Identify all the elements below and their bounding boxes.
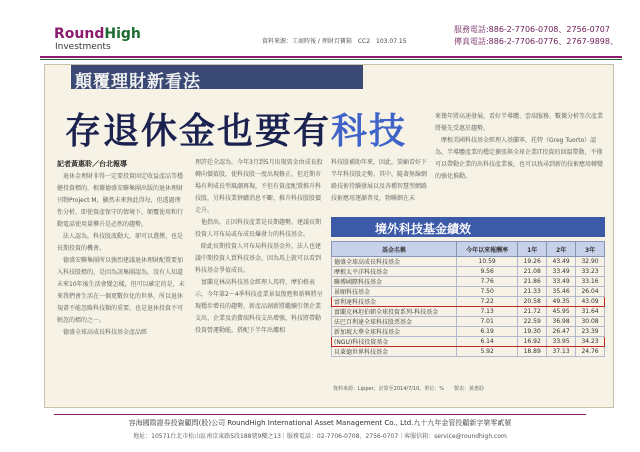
fund-return-cell: 6.19 [457,327,518,337]
footer-address: 地址：10571台北市松山區南京東路5段188號9樓之13｜服務電話：02-7706-0708、2756-0707｜客服信箱：service@roundhigh.com [133,433,507,440]
fund-return-cell: 10.59 [457,257,518,267]
fax-phone: 傳真電話:886-2-7706-0776、2767-9898、 [453,37,618,46]
fund-name-cell: 摩根太平洋科技基金 [332,267,457,277]
fund-name-cell: 法巴百利達全球科技股票基金 [332,317,457,327]
fund-return-cell: 7.01 [457,317,518,327]
article-column-2: 理許廷全認為，今年3月到5月出現資金由成長股轉向價值股，使科技股一度出現修正，但近期市場有利成長型風潮再現，不但有資產配置推升科技股，另科技業併購消息不斷，推升科技股股價走升。 他指出，正因科技產業是長期趨勢，建議長期投資人可布局或布成長爆發力的科技基金。 除此長期投資人可布局科技基金外，法人也建議中期投資人買科技基金，因為馬上就可以看到科技基金爭值成長。 富蘭克林高科技基金經理人馬特，摩伯格表示，今年第2～4季科技產業景氣復甦和新興將呈現穩步增長的趨勢，新產品創新將繼續引領企業支出、企業及消費端科技支出增強，科技將帶動投資營運動能，搭配下半年出爐相 [195,159,323,334]
fund-return-cell: 33.49 [547,277,576,287]
fund-name-cell: 德盛全球高成長科技基金 [332,257,457,267]
fund-name-cell: (NGU)科技投資基金 [332,337,457,347]
fund-name-cell: 貝萊德世界科技基金 [332,347,457,357]
article-column-4: 來幾年將高速發展，看好半導體、雲端服務、數據分析等次產業將優先受惠於趨勢。 摩根美國科技基金經理人基蘭寧，托特（Greg Tuorto）認為，半導體產業的穩定擴張與全球企業IT投資的回溫帶動，不僅可以帶動企業的出科技產業後，也可以找尋到新的技術應用轉變的強化推動。 [435,113,604,180]
fund-return-cell: 34.23 [576,337,605,347]
article-column-3: 科技股補助年來，因此，榮顧看好下半年科技股走勢。其中，隨著無線網路技術持續發展以及各種智慧型網路技術應用逐漸普及，物聯網在未 [331,159,427,202]
fund-return-cell: 31.64 [576,307,605,317]
fund-table-row [332,317,605,327]
fund-return-cell: 9.56 [457,267,518,277]
fund-name-cell: 景順科技基金 [332,287,457,297]
article-kicker: 顛覆理財新看法 [75,72,201,92]
fund-return-cell: 21.08 [518,267,547,277]
fund-return-cell: 22.59 [518,317,547,327]
brand-logo [54,26,141,42]
fund-table-header-row [332,242,605,257]
fund-return-cell: 19.26 [518,257,547,267]
fund-return-cell: 30.08 [576,317,605,327]
fund-table-row [332,257,605,267]
fund-return-cell: 16.92 [518,337,547,347]
fund-table-header: 今年以來報酬率 [457,242,518,257]
fund-return-cell: 33.95 [547,337,576,347]
fund-return-cell: 33.49 [547,267,576,277]
source-line: 資料來源：工商時報 / 理財百寶箱 CC2 103.07.15 [262,38,407,45]
newspaper-clipping [44,64,614,408]
fund-table-row [332,267,605,277]
fund-table-row [332,327,605,337]
fund-name-cell: 新加坡大華全球科技基金 [332,327,457,337]
header-divider-secondary [40,59,622,60]
fund-table-header: 1年 [518,242,547,257]
headline-highlight: 科技 [331,110,408,152]
fund-table-row [332,337,605,347]
fund-return-cell: 26.04 [576,287,605,297]
fund-return-cell: 49.35 [547,297,576,307]
fund-return-cell: 6.14 [457,337,518,347]
fund-return-cell: 32.90 [576,257,605,267]
fund-table-row [332,277,605,287]
fund-table-header: 基金名稱 [332,242,457,257]
fund-name-cell: 聯博國際科技基金 [332,277,457,287]
fund-return-cell: 21.33 [518,287,547,297]
fund-return-cell: 36.98 [547,317,576,327]
fund-table-row [332,297,605,307]
fund-name-cell: 富蘭克林坦伯頓全球投資系列-科技基金 [332,307,457,317]
fund-return-cell: 35.46 [547,287,576,297]
fund-performance-table [331,241,605,357]
fund-return-cell: 18.89 [518,347,547,357]
article-headline [65,103,407,154]
fund-return-cell: 21.86 [518,277,547,287]
brand-subtitle: Investments [55,42,111,52]
headline-main: 存退休金也要有 [65,110,332,152]
fund-table-title: 境外科技基金績效 [375,222,472,236]
fund-return-cell: 37.13 [547,347,576,357]
fund-table-row [332,287,605,297]
article-byline: 記者黃惠聆／台北報導 [57,160,127,168]
fund-return-cell: 26.47 [547,327,576,337]
fund-return-cell: 33.23 [576,267,605,277]
footer-divider [54,414,586,415]
fund-return-cell: 7.50 [457,287,518,297]
fund-return-cell: 5.92 [457,347,518,357]
article-column-1: 退休金理財非得一定要投資固定收益產品等穩健投資標的，根據德盛安聯集團出版的退休理財刊物Project M，顯然未來無此得每，但透過理性分析，即使資產保守的情境下，顛覆使用和行動電話使用量攀升是必然的趨勢。 法人認為，科技股波動大，卻可以選擇，也是長期投資的機會。 德盛安聯集團所以強烈建議退休理財配置要加入科技股標的，是因為該集團認為，沒有人知道未來10年後生活會變怎樣，但可以確定的是，未來我們會生活在一個更數位化的世界，所以退休規畫不能忽略科技類的重要，也是退休投資不可輕忽的標的之一。 德盛全球高成長科技基金產品經 [57,173,185,336]
fund-table-header: 3年 [576,242,605,257]
header-divider [40,56,622,58]
fund-table-header: 2年 [547,242,576,257]
fund-return-cell: 43.09 [576,297,605,307]
brand-name-part2: High [104,26,141,42]
fund-return-cell: 7.76 [457,277,518,287]
fund-return-cell: 43.49 [547,257,576,267]
fund-return-cell: 7.13 [457,307,518,317]
footer-company: 容海國際證券投資顧問(股)公司 RoundHigh International Asset Management Co., Ltd.九十九年金管投顧新字第零貳號 [128,419,512,427]
service-phone: 服務電話:886-2-7706-0708、2756-0707 [453,25,610,34]
fund-return-cell: 33.16 [576,277,605,287]
brand-name-part1: Round [54,26,105,42]
fund-return-cell: 23.39 [576,327,605,337]
fund-table-row [332,347,605,357]
header-contact [454,24,618,48]
fund-table-note: 資料來源：Lipper，計算至2014/7/10，單位：% 製表：黃惠聆 [333,386,485,392]
fund-name-cell: 富利達科技基金 [332,297,457,307]
fund-return-cell: 45.95 [547,307,576,317]
fund-return-cell: 24.76 [576,347,605,357]
fund-return-cell: 7.22 [457,297,518,307]
fund-return-cell: 21.72 [518,307,547,317]
fund-return-cell: 20.58 [518,297,547,307]
fund-table-row [332,307,605,317]
fund-return-cell: 19.30 [518,327,547,337]
